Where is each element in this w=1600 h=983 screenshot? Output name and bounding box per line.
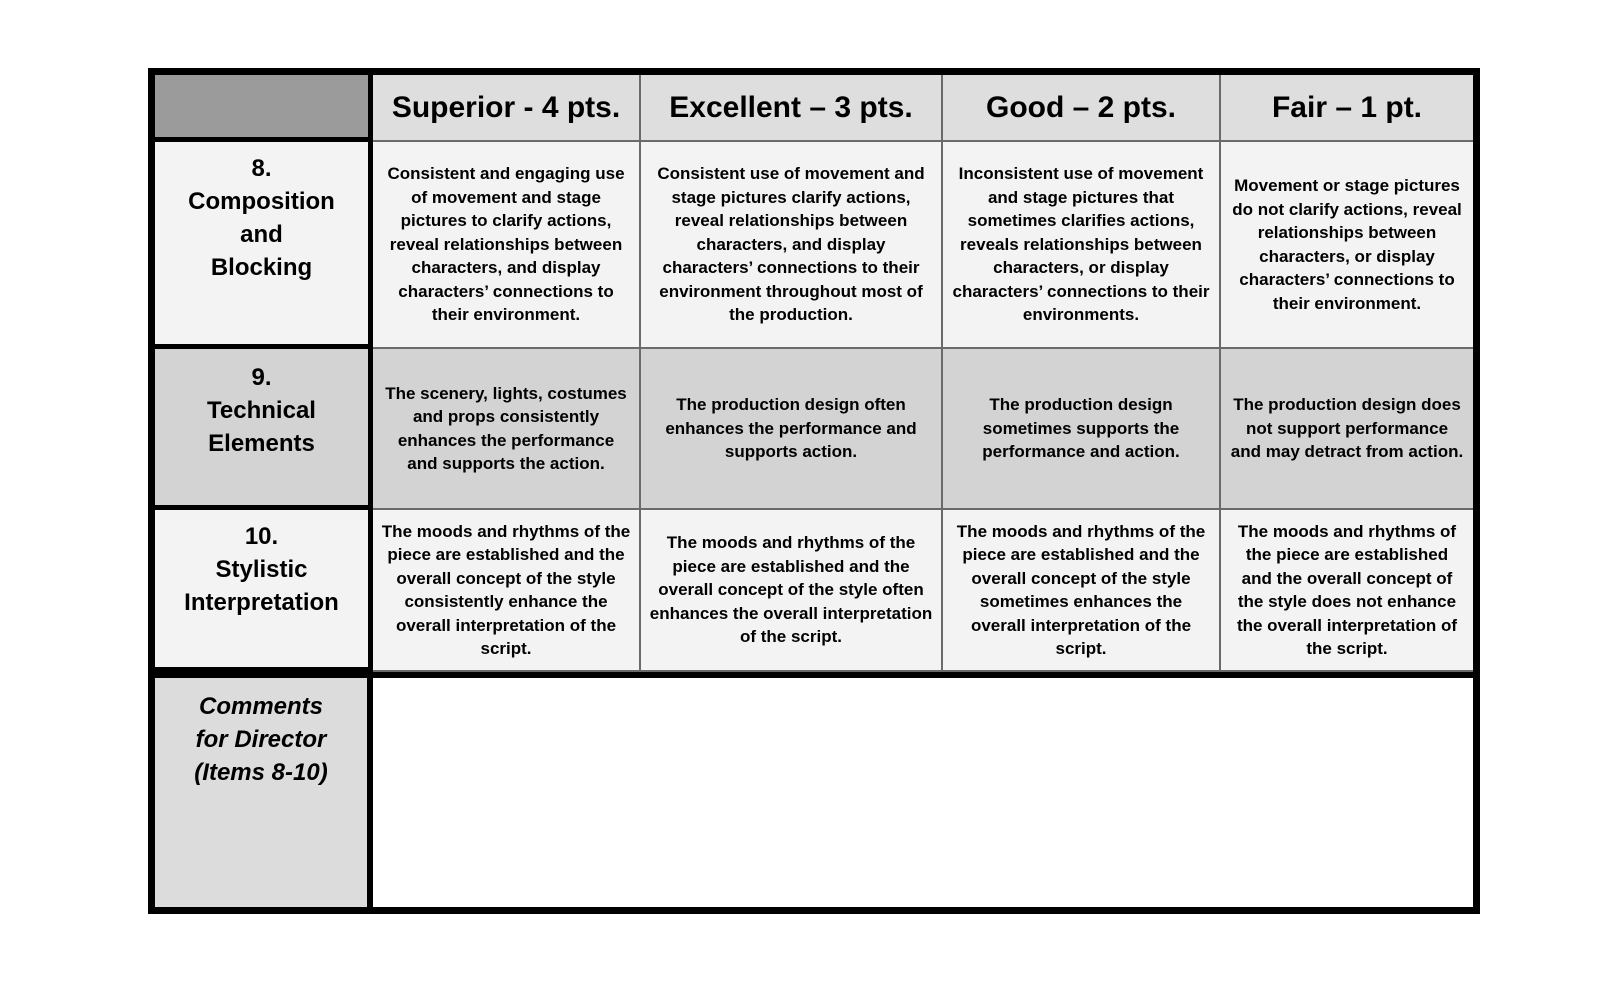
descriptor-cell: Movement or stage pictures do not clarify actions, reveal relationships between characters, or display characters’ connections to their environment. xyxy=(1221,142,1473,349)
comments-label xyxy=(155,672,373,907)
descriptor-cell: Inconsistent use of movement and stage pictures that sometimes clarifies actions, reveals relationships between characters, or display characters’ connections to their environments. xyxy=(943,142,1221,349)
criterion-name-line: Composition xyxy=(188,188,335,215)
criterion-number: 9. xyxy=(251,364,272,391)
descriptor-cell: Consistent and engaging use of movement and stage pictures to clarify actions, reveal relationships between characters, and display characters’ connections to their environment. xyxy=(373,142,641,349)
descriptor-cell: The production design sometimes supports the performance and action. xyxy=(943,349,1221,510)
level-header-fair: Fair – 1 pt. xyxy=(1221,75,1473,142)
header-corner xyxy=(155,75,373,142)
criterion-label-technical xyxy=(155,349,373,510)
criterion-label-stylistic xyxy=(155,510,373,672)
descriptor-cell: The moods and rhythms of the piece are established and the overall concept of the style does not enhance the overall interpretation of the script. xyxy=(1221,510,1473,672)
criterion-name-line: Elements xyxy=(208,430,315,457)
descriptor-cell: The moods and rhythms of the piece are established and the overall concept of the style often enhances the overall interpretation of the script. xyxy=(641,510,943,672)
level-header-superior: Superior - 4 pts. xyxy=(373,75,641,142)
criterion-name-line: Technical xyxy=(207,397,316,424)
criterion-number: 8. xyxy=(251,155,272,182)
comments-label-line: (Items 8-10) xyxy=(194,759,328,786)
criterion-name-line: Interpretation xyxy=(184,589,339,616)
comments-label-line: Comments xyxy=(198,693,324,720)
descriptor-cell: The scenery, lights, costumes and props consistently enhances the performance and supports the action. xyxy=(373,349,641,510)
criterion-label-composition xyxy=(155,142,373,349)
criterion-name-line: and xyxy=(240,221,283,248)
criterion-name-line: Stylistic xyxy=(215,556,308,583)
criterion-name-line: Blocking xyxy=(210,254,313,281)
descriptor-cell: Consistent use of movement and stage pictures clarify actions, reveal relationships between characters, and display characters’ connections to their environment throughout most of the production. xyxy=(641,142,943,349)
descriptor-cell: The production design does not support performance and may detract from action. xyxy=(1221,349,1473,510)
rubric-grid xyxy=(155,75,1473,907)
level-header-excellent: Excellent – 3 pts. xyxy=(641,75,943,142)
descriptor-cell: The moods and rhythms of the piece are established and the overall concept of the style sometimes enhances the overall interpretation of the script. xyxy=(943,510,1221,672)
level-header-good: Good – 2 pts. xyxy=(943,75,1221,142)
criterion-number: 10. xyxy=(244,523,279,550)
descriptor-cell: The moods and rhythms of the piece are established and the overall concept of the style consistently enhance the overall interpretation of the script. xyxy=(373,510,641,672)
comments-field[interactable] xyxy=(373,672,1473,907)
comments-label-line: for Director xyxy=(195,726,327,753)
descriptor-cell: The production design often enhances the performance and supports action. xyxy=(641,349,943,510)
rubric-table xyxy=(148,68,1480,914)
